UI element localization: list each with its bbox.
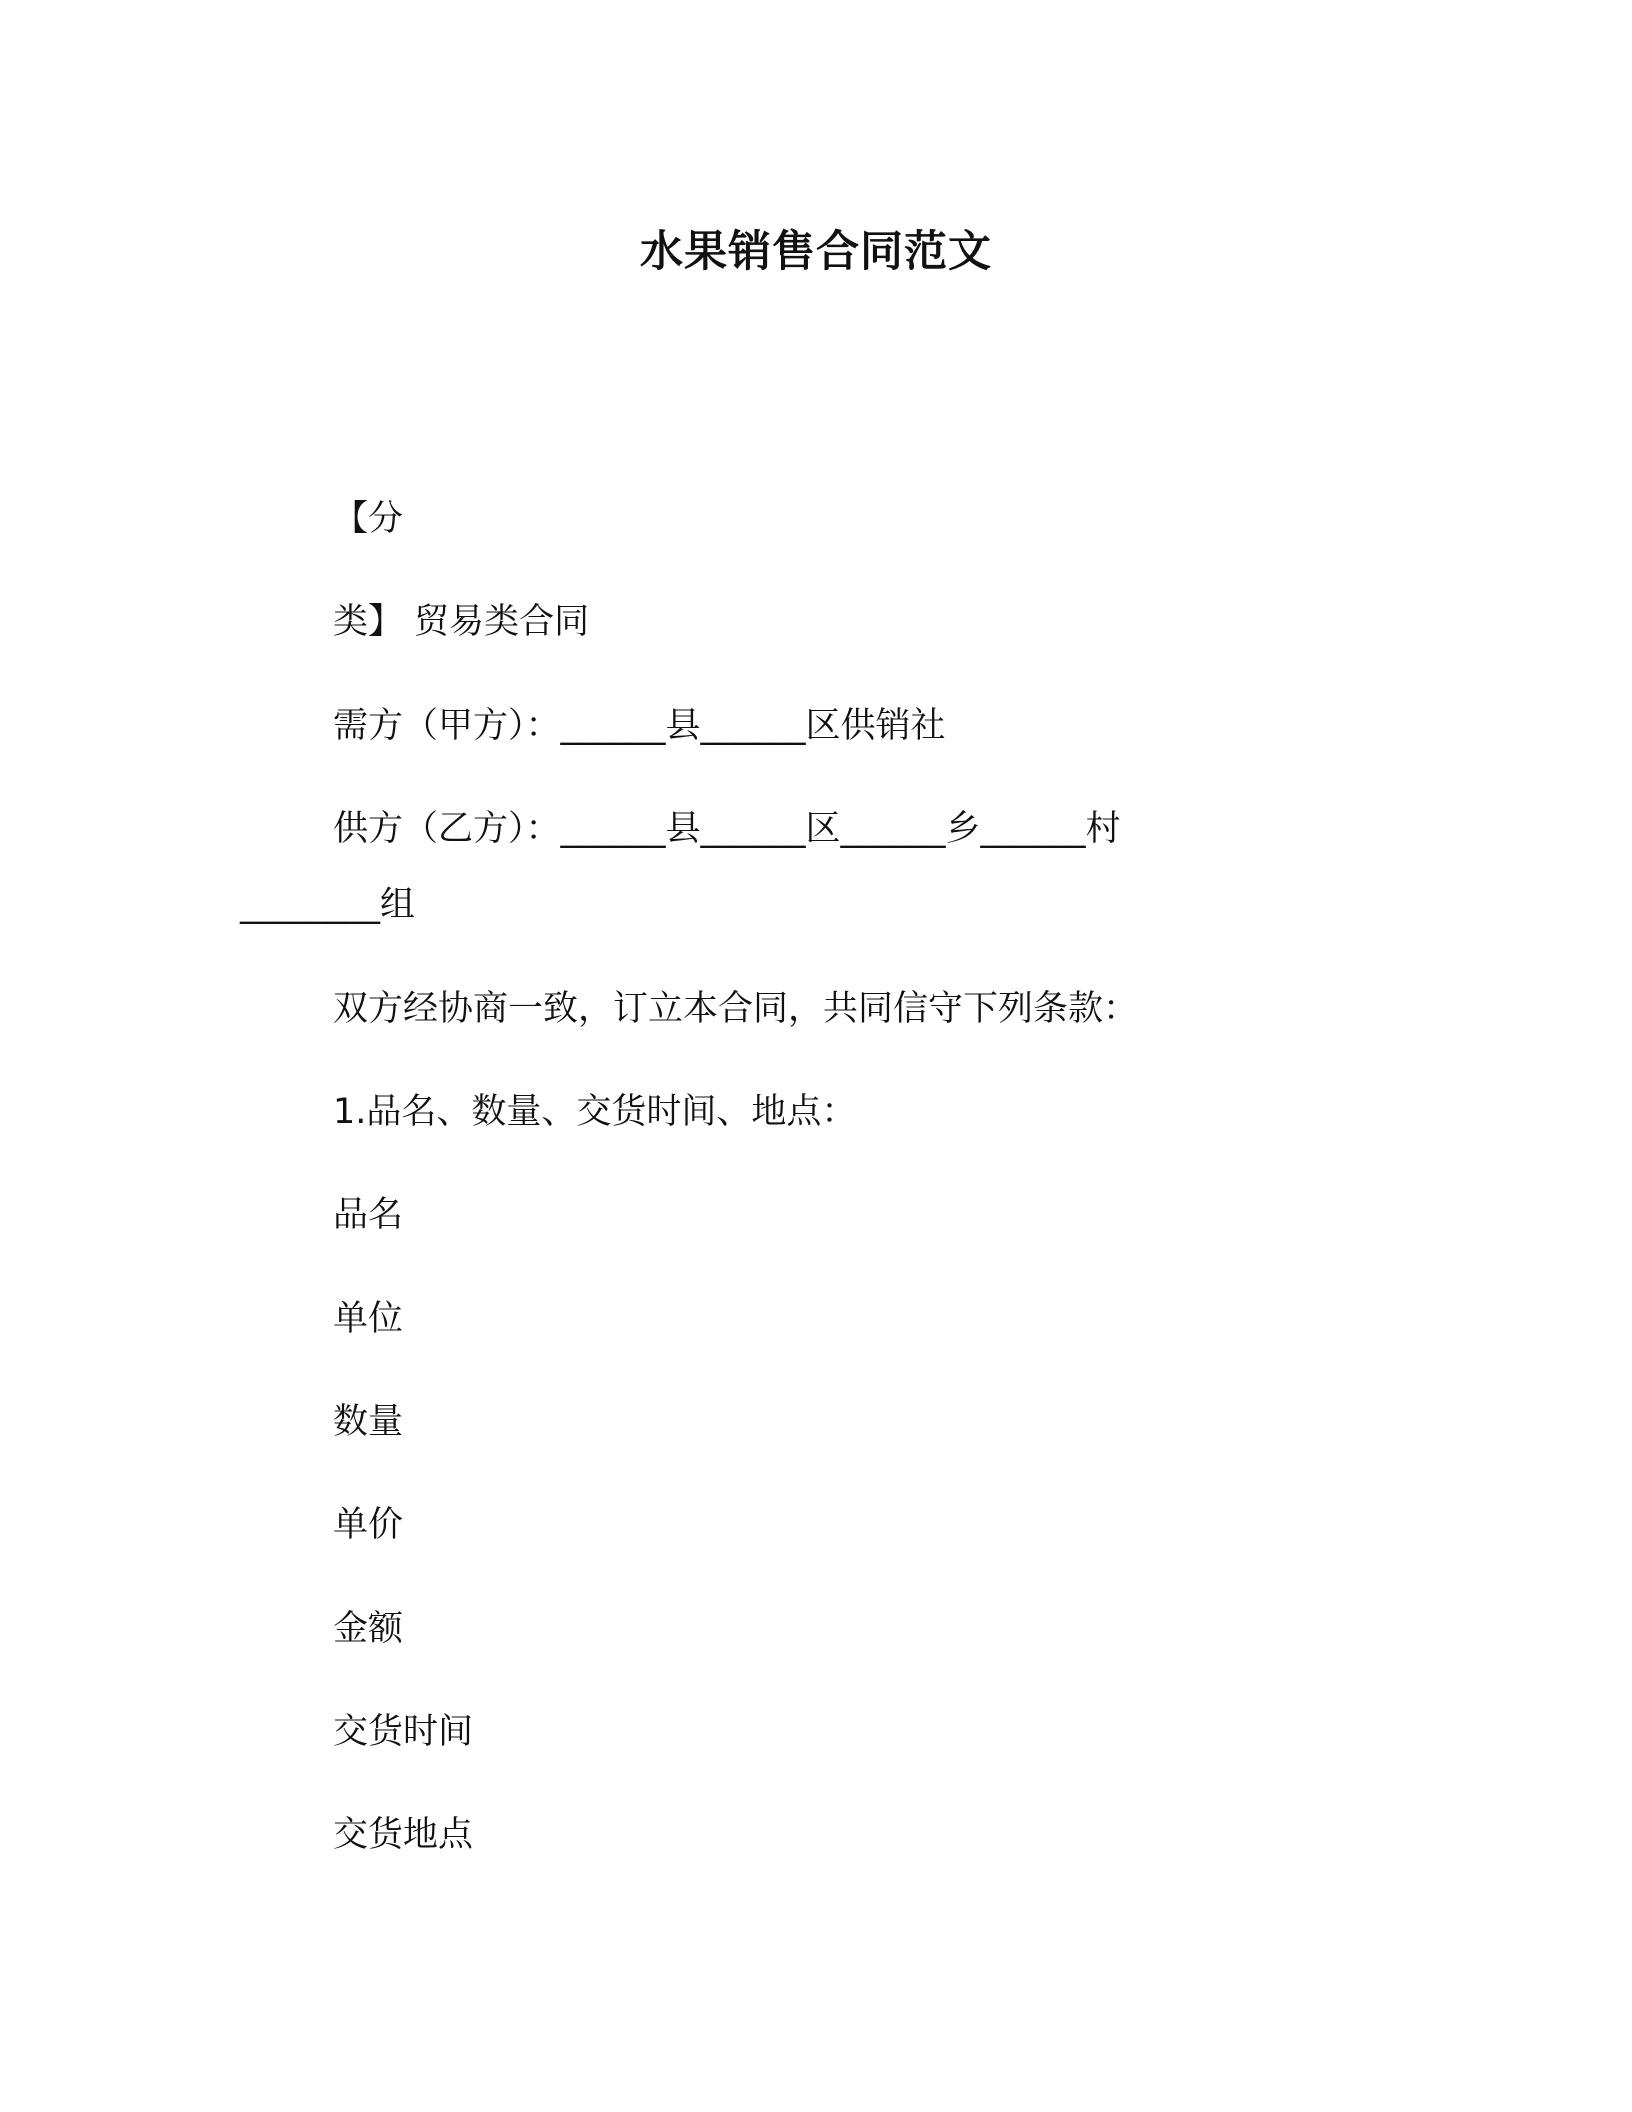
agreement-intro: 双方经协商一致，订立本合同，共同信守下列条款： (333, 989, 1139, 1029)
field-product-name: 品名 (333, 1195, 404, 1235)
document-title: 水果销售合同范文 (640, 227, 992, 277)
seller-party-line-continued: ________组 (240, 885, 416, 925)
field-unit: 单位 (333, 1299, 404, 1339)
seller-party-line: 供方（乙方）：______县______区______乡______村 (333, 809, 1121, 849)
buyer-party-line: 需方（甲方）：______县______区供销社 (333, 706, 946, 746)
field-amount: 金额 (333, 1609, 404, 1649)
field-delivery-time: 交货时间 (333, 1712, 474, 1752)
field-quantity: 数量 (333, 1402, 404, 1442)
field-unit-price: 单价 (333, 1505, 404, 1545)
category-label-part2: 类】 贸易类合同 (333, 602, 590, 642)
category-label-part1: 【分 (333, 499, 404, 539)
field-delivery-place: 交货地点 (333, 1815, 474, 1855)
clause-1-heading: 1.品名、数量、交货时间、地点： (333, 1092, 857, 1132)
